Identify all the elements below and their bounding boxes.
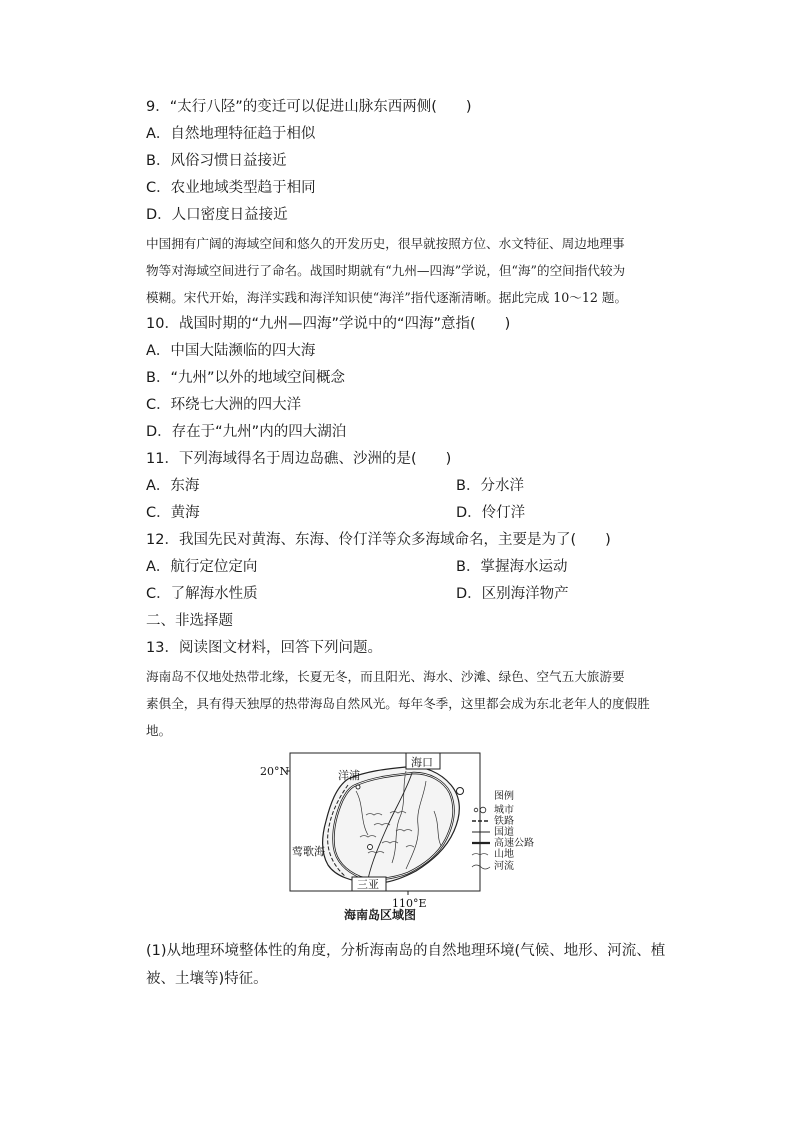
material-line-1: 中国拥有广阔的海域空间和悠久的开发历史，很早就按照方位、水文特征、周边地理事 <box>146 236 625 251</box>
q10-stem: 10．战国时期的“九州—四海”学说中的“四海”意指( ) <box>146 316 511 332</box>
q13-sub-1: (1)从地理环境整体性的角度，分析海南岛的自然地理环境(气候、地形、河流、植被、土壤等)特征。 <box>146 943 666 987</box>
city-label-yinggehai: 莺歌海 <box>292 845 325 858</box>
q9-option-d: D．人口密度日益接近 <box>146 207 288 223</box>
q11-option-b: B．分水洋 <box>456 478 524 494</box>
q13-material-line-3: 地。 <box>146 723 172 738</box>
material-line-2: 物等对海域空间进行了命名。战国时期就有“九州—四海”学说，但“海”的空间指代较为 <box>146 263 626 278</box>
section-2-heading: 二、非选择题 <box>146 613 233 629</box>
q11-option-d: D．伶仃洋 <box>456 505 526 521</box>
q12-option-a: A．航行定位定向 <box>146 559 258 575</box>
q12-option-b: B．掌握海水运动 <box>456 559 568 575</box>
q10-option-b: B．“九州”以外的地域空间概念 <box>146 370 345 386</box>
legend-title: 图例 <box>494 791 514 802</box>
q11-stem: 11．下列海域得名于周边岛礁、沙洲的是( ) <box>146 451 452 467</box>
q11-option-a: A．东海 <box>146 478 200 494</box>
q11-option-c: C．黄海 <box>146 505 200 521</box>
lat-label: 20°N <box>260 765 290 778</box>
material-line-3: 模糊。宋代开始，海洋实践和海洋知识使“海洋”指代逐渐清晰。据此完成 10～12 题。 <box>146 290 628 305</box>
q10-option-d: D．存在于“九州”内的四大湖泊 <box>146 424 347 440</box>
city-marker-east <box>457 788 464 795</box>
city-label-yangpu: 洋浦 <box>338 769 360 782</box>
city-marker-yangpu <box>356 785 360 789</box>
svg-text:城市: 城市 <box>494 805 514 816</box>
q12-option-c: C．了解海水性质 <box>146 586 258 602</box>
q12-stem: 12．我国先民对黄海、东海、伶仃洋等众多海域命名，主要是为了( ) <box>146 532 611 548</box>
svg-text:国道: 国道 <box>494 827 514 838</box>
svg-text:高速公路: 高速公路 <box>494 838 534 849</box>
svg-text:山地: 山地 <box>494 849 514 860</box>
city-label-haikou: 海口 <box>411 756 433 769</box>
q10-option-c: C．环绕七大洲的四大洋 <box>146 397 302 413</box>
q10-option-a: A．中国大陆濒临的四大海 <box>146 343 316 359</box>
q13-stem: 13．阅读图文材料，回答下列问题。 <box>146 640 382 656</box>
q9-stem: 9．“太行八陉”的变迁可以促进山脉东西两侧( ) <box>146 99 472 115</box>
q13-material-line-2: 素俱全，具有得天独厚的热带海岛自然风光。每年冬季，这里都会成为东北老年人的度假胜 <box>146 696 650 711</box>
map-caption: 海南岛区域图 <box>343 908 416 922</box>
legend-expressway <box>472 836 534 849</box>
q9-option-a: A．自然地理特征趋于相似 <box>146 126 316 142</box>
city-marker-inland <box>368 845 373 850</box>
q9-option-c: C．农业地域类型趋于相同 <box>146 180 316 196</box>
lon-label: 110°E <box>392 897 427 910</box>
svg-text:铁路: 铁路 <box>494 816 514 827</box>
hainan-map-svg <box>256 751 534 911</box>
hainan-map <box>256 751 534 923</box>
city-label-sanya: 三亚 <box>357 878 379 891</box>
q9-option-b: B．风俗习惯日益接近 <box>146 153 287 169</box>
svg-text:河流: 河流 <box>494 861 514 872</box>
q13-material-line-1: 海南岛不仅地处热带北缘，长夏无冬，而且阳光、海水、沙滩、绿色、空气五大旅游要 <box>146 669 625 684</box>
q12-option-d: D．区别海洋物产 <box>456 586 569 602</box>
